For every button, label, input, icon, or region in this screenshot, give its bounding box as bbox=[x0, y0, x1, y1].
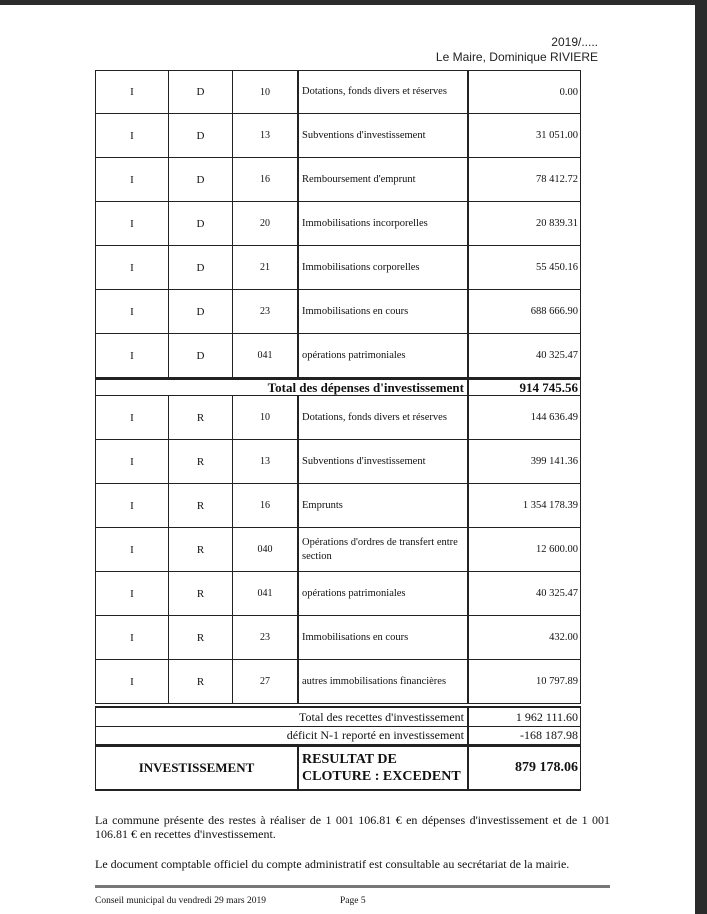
header-signatory: Le Maire, Dominique RIVIERE bbox=[435, 50, 598, 64]
section-cell: I bbox=[96, 484, 169, 527]
montant-cell: 399 141.36 bbox=[530, 456, 578, 467]
recettes-row bbox=[95, 484, 581, 528]
chapitre-cell: 27 bbox=[233, 660, 299, 703]
montant-cell: 55 450.16 bbox=[536, 262, 578, 273]
resultat-row bbox=[95, 745, 581, 791]
resultat-label: RESULTAT DE CLOTURE : EXCEDENT bbox=[299, 747, 469, 789]
montant-cell: 31 051.00 bbox=[536, 130, 578, 141]
chapitre-cell: 041 bbox=[233, 334, 299, 377]
libelle-cell: Dotations, fonds divers et réserves bbox=[299, 71, 469, 113]
libelle-cell: Immobilisations en cours bbox=[299, 290, 469, 333]
montant-cell: 1 354 178.39 bbox=[522, 500, 578, 511]
chapitre-cell: 10 bbox=[233, 396, 299, 439]
section-cell: I bbox=[96, 246, 169, 289]
libelle-cell: Immobilisations en cours bbox=[299, 616, 469, 659]
recettes-row bbox=[95, 660, 581, 704]
total-depenses-value: 914 745.56 bbox=[519, 379, 578, 395]
total-recettes-label: Total des recettes d'investissement bbox=[96, 708, 469, 726]
section-cell: I bbox=[96, 334, 169, 377]
chapitre-cell: 10 bbox=[233, 71, 299, 113]
section-cell: I bbox=[96, 290, 169, 333]
deficit-row bbox=[95, 727, 581, 745]
section-cell: I bbox=[96, 440, 169, 483]
montant-cell: 40 325.47 bbox=[536, 350, 578, 361]
total-recettes-value: 1 962 111.60 bbox=[515, 709, 578, 724]
montant-cell: 688 666.90 bbox=[530, 306, 578, 317]
chapitre-cell: 20 bbox=[233, 202, 299, 245]
depenses-row bbox=[95, 114, 581, 158]
resultat-value: 879 178.06 bbox=[515, 760, 578, 775]
type-cell: R bbox=[169, 616, 233, 659]
depenses-row bbox=[95, 290, 581, 334]
type-cell: R bbox=[169, 484, 233, 527]
depenses-row bbox=[95, 202, 581, 246]
libelle-cell: Immobilisations corporelles bbox=[299, 246, 469, 289]
type-cell: R bbox=[169, 396, 233, 439]
libelle-cell: Immobilisations incorporelles bbox=[299, 202, 469, 245]
consultation-paragraph: Le document comptable officiel du compte administratif est consultable au secrétariat de la mairie. bbox=[95, 857, 570, 871]
libelle-cell: opérations patrimoniales bbox=[299, 334, 469, 377]
depenses-row bbox=[95, 334, 581, 378]
section-cell: I bbox=[96, 158, 169, 201]
montant-cell: 12 600.00 bbox=[536, 544, 578, 555]
deficit-value: -168 187.98 bbox=[520, 728, 578, 742]
chapitre-cell: 13 bbox=[233, 114, 299, 157]
chapitre-cell: 16 bbox=[233, 484, 299, 527]
type-cell: D bbox=[169, 290, 233, 333]
libelle-cell: opérations patrimoniales bbox=[299, 572, 469, 615]
depenses-row bbox=[95, 70, 581, 114]
total-recettes-row bbox=[95, 706, 581, 727]
type-cell: D bbox=[169, 71, 233, 113]
libelle-cell: autres immobilisations financières bbox=[299, 660, 469, 703]
recettes-row bbox=[95, 572, 581, 616]
type-cell: R bbox=[169, 660, 233, 703]
type-cell: D bbox=[169, 158, 233, 201]
footer-divider bbox=[95, 885, 610, 888]
type-cell: R bbox=[169, 528, 233, 571]
libelle-cell: Emprunts bbox=[299, 484, 469, 527]
footer-meeting: Conseil municipal du vendredi 29 mars 2019 bbox=[95, 896, 266, 906]
total-depenses-row bbox=[95, 378, 581, 396]
section-cell: I bbox=[96, 572, 169, 615]
document-page bbox=[0, 5, 695, 914]
type-cell: D bbox=[169, 202, 233, 245]
chapitre-cell: 16 bbox=[233, 158, 299, 201]
montant-cell: 40 325.47 bbox=[536, 588, 578, 599]
type-cell: R bbox=[169, 440, 233, 483]
chapitre-cell: 040 bbox=[233, 528, 299, 571]
section-cell: I bbox=[96, 528, 169, 571]
montant-cell: 144 636.49 bbox=[530, 412, 578, 423]
type-cell: D bbox=[169, 114, 233, 157]
libelle-cell: Dotations, fonds divers et réserves bbox=[299, 396, 469, 439]
libelle-cell: Subventions d'investissement bbox=[299, 440, 469, 483]
chapitre-cell: 23 bbox=[233, 616, 299, 659]
montant-cell: 20 839.31 bbox=[536, 218, 578, 229]
type-cell: D bbox=[169, 246, 233, 289]
chapitre-cell: 21 bbox=[233, 246, 299, 289]
recettes-row bbox=[95, 396, 581, 440]
header-reference: 2019/..... bbox=[551, 35, 598, 49]
recettes-row bbox=[95, 616, 581, 660]
depenses-row bbox=[95, 246, 581, 290]
restes-paragraph: La commune présente des restes à réaliser de 1 001 106.81 € en dépenses d'investissement et de 1 001 106.81 € en recettes d'investissement. bbox=[95, 813, 610, 841]
resultat-section: INVESTISSEMENT bbox=[96, 747, 299, 789]
montant-cell: 10 797.89 bbox=[536, 676, 578, 687]
type-cell: D bbox=[169, 334, 233, 377]
type-cell: R bbox=[169, 572, 233, 615]
recettes-row bbox=[95, 440, 581, 484]
recettes-row bbox=[95, 528, 581, 572]
total-depenses-label: Total des dépenses d'investissement bbox=[96, 380, 469, 395]
deficit-label: déficit N-1 reporté en investissement bbox=[96, 727, 469, 744]
depenses-row bbox=[95, 158, 581, 202]
section-cell: I bbox=[96, 202, 169, 245]
montant-cell: 432.00 bbox=[549, 632, 578, 643]
libelle-cell: Opérations d'ordres de transfert entre section bbox=[299, 528, 469, 571]
libelle-cell: Subventions d'investissement bbox=[299, 114, 469, 157]
montant-cell: 78 412.72 bbox=[536, 174, 578, 185]
section-cell: I bbox=[96, 616, 169, 659]
chapitre-cell: 23 bbox=[233, 290, 299, 333]
montant-cell: 0.00 bbox=[559, 86, 578, 98]
chapitre-cell: 041 bbox=[233, 572, 299, 615]
section-cell: I bbox=[96, 396, 169, 439]
footer-page: Page 5 bbox=[340, 896, 366, 906]
section-cell: I bbox=[96, 71, 169, 113]
chapitre-cell: 13 bbox=[233, 440, 299, 483]
section-cell: I bbox=[96, 660, 169, 703]
libelle-cell: Remboursement d'emprunt bbox=[299, 158, 469, 201]
section-cell: I bbox=[96, 114, 169, 157]
